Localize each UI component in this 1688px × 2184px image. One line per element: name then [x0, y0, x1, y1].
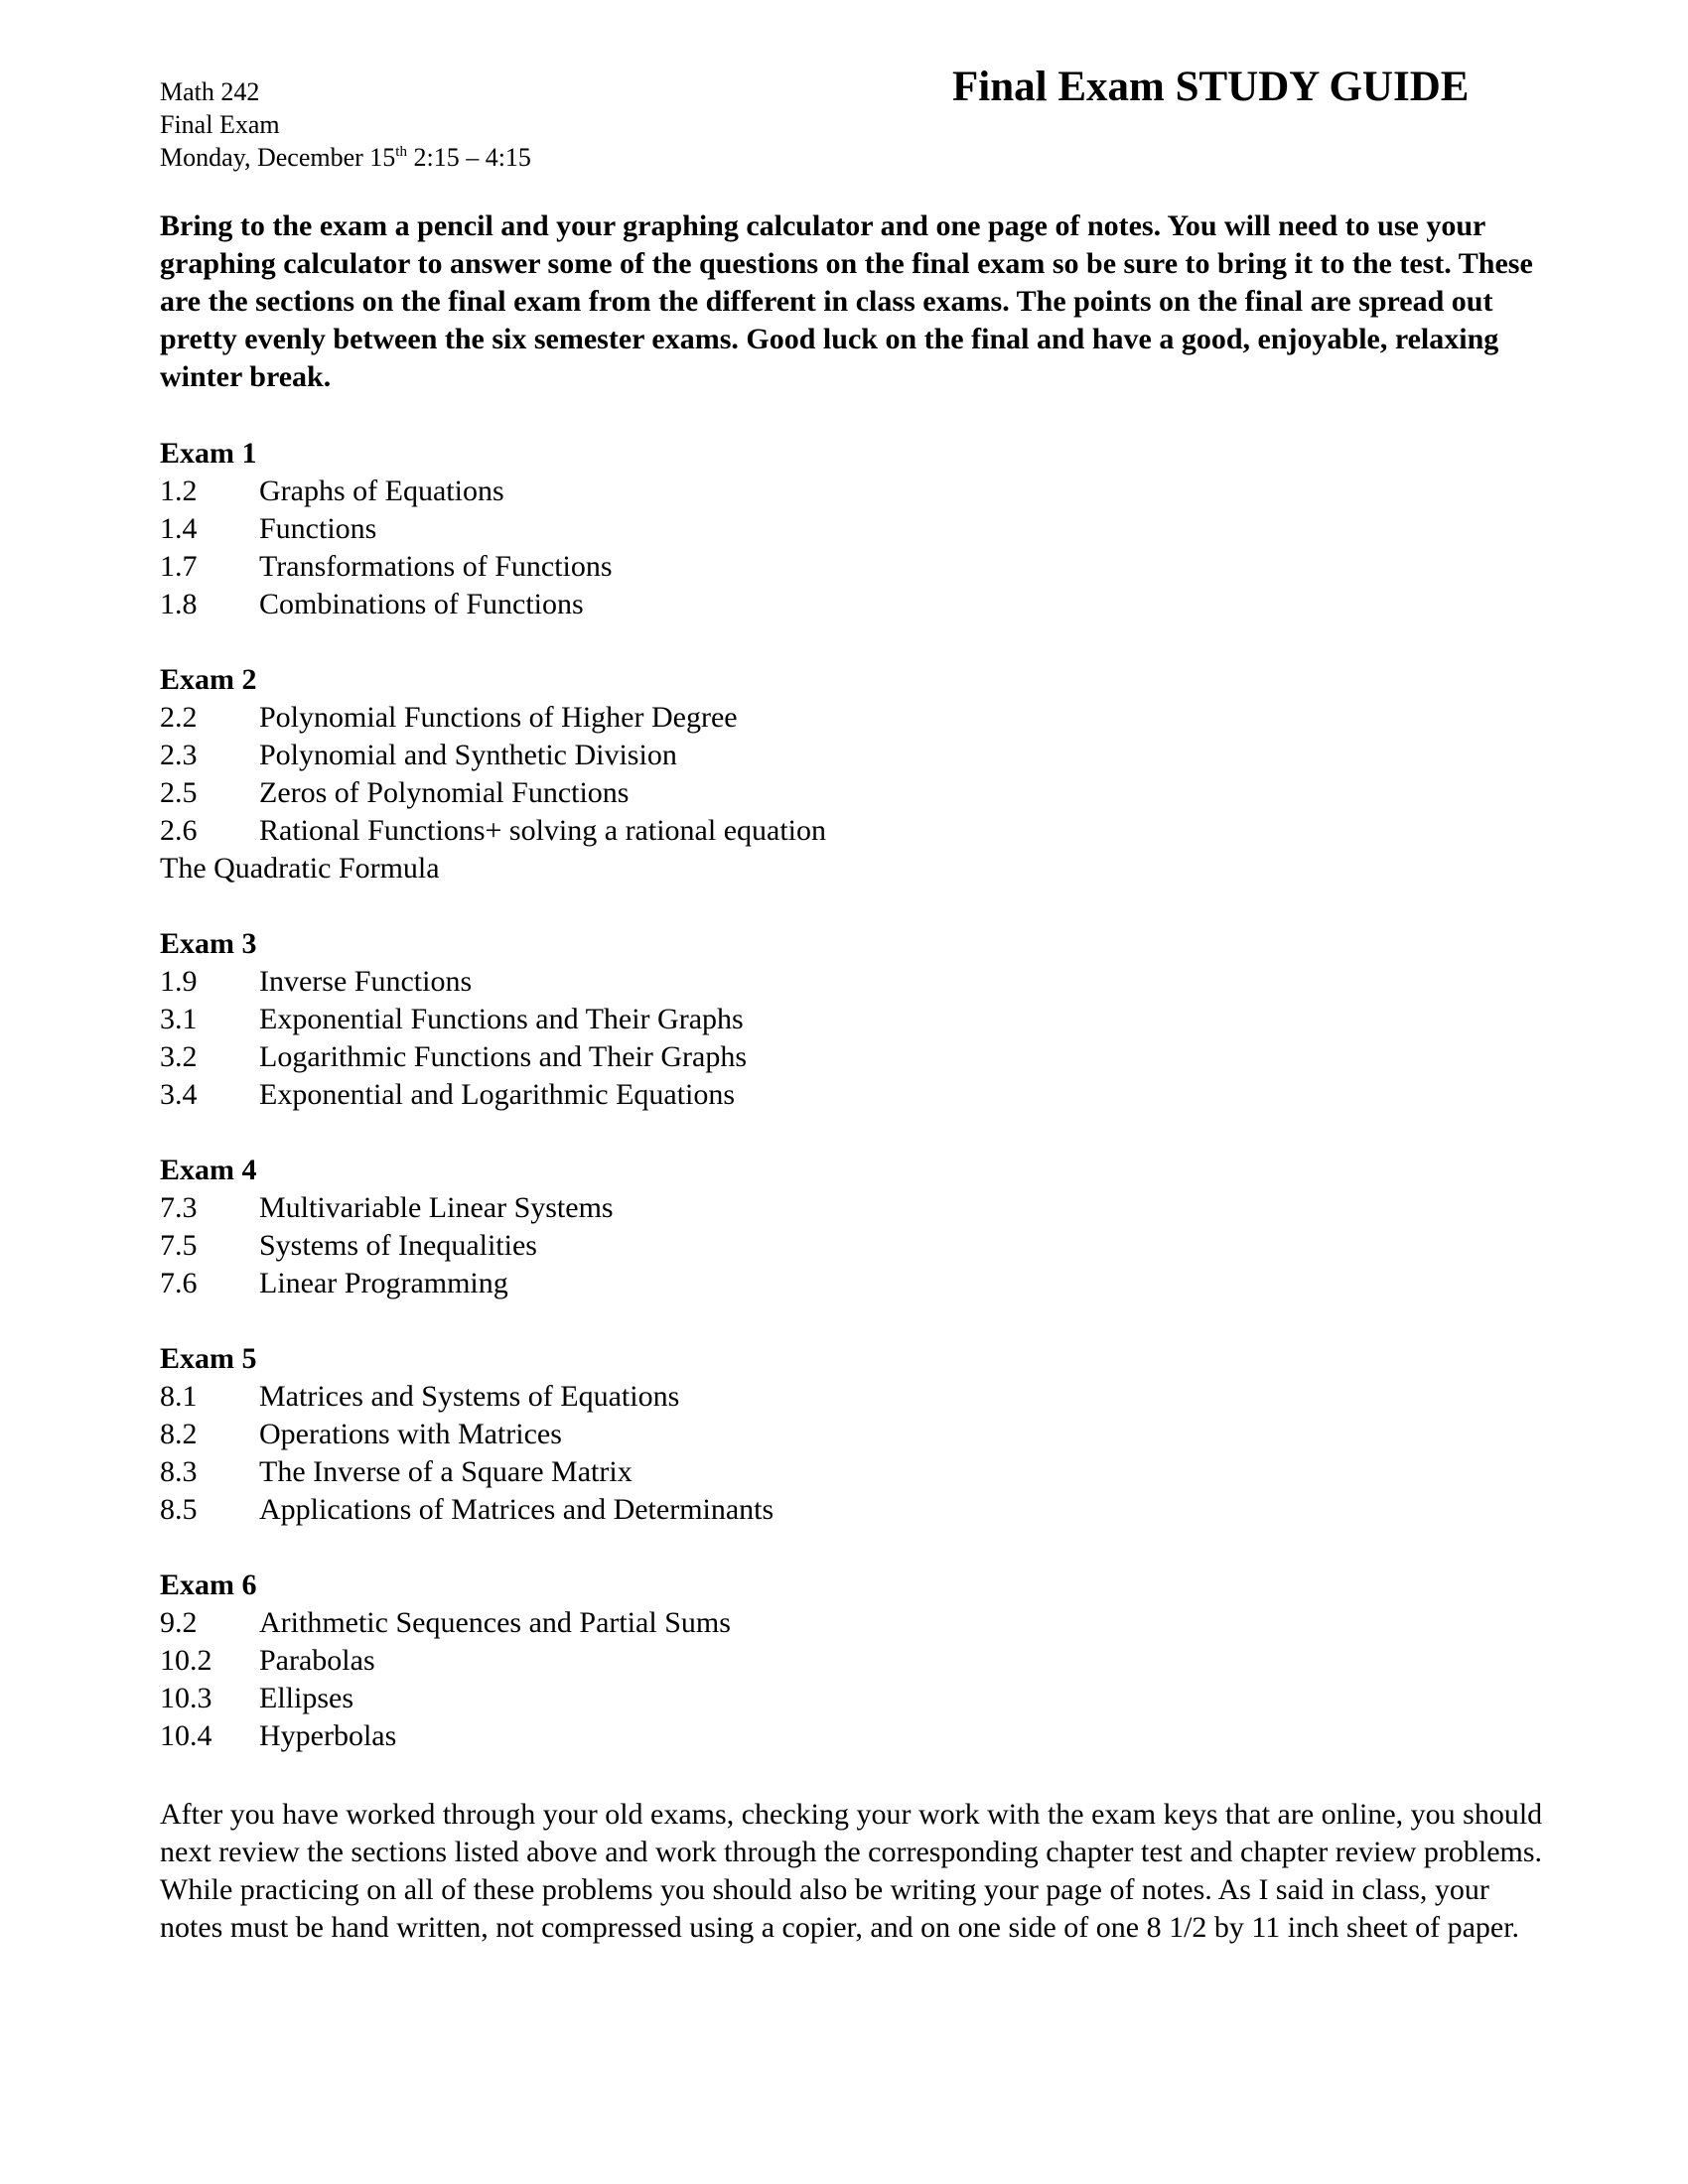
- exam-title: Exam 4: [160, 1154, 257, 1186]
- section-row: [160, 1227, 826, 1265]
- course-name: Math 242: [160, 77, 260, 106]
- section-number: 2.6: [160, 814, 198, 847]
- section-number: 3.1: [160, 1003, 198, 1035]
- course-header: [160, 75, 531, 174]
- exam-date-text: Monday, December 15: [160, 143, 396, 172]
- section-topic: Hyperbolas: [259, 1719, 397, 1752]
- section-number: 9.2: [160, 1606, 198, 1639]
- section-row: [160, 510, 826, 548]
- section-topic: Linear Programming: [259, 1267, 508, 1299]
- closing-paragraph: After you have worked through your old exams, checking your work with the exam keys that are online, you should next review the sections listed above and work through the corresponding chapter test and chapter review problems. While practicing on all of these problems you should also be writing your page of notes. As I said in class, your notes must be hand written, not compressed using a copier, and on one side of one 8 1/2 by 11 inch sheet of paper.: [160, 1798, 1543, 1944]
- exam-date: [160, 141, 531, 174]
- section-number: 7.3: [160, 1191, 198, 1224]
- section-number: 10.2: [160, 1644, 212, 1677]
- section-number: 8.3: [160, 1455, 198, 1488]
- section-number: 7.5: [160, 1229, 198, 1262]
- section-number: 1.2: [160, 475, 198, 507]
- section-topic: Applications of Matrices and Determinants: [259, 1493, 774, 1526]
- exam-list: [160, 435, 826, 1793]
- section-topic: Graphs of Equations: [259, 475, 504, 507]
- section-topic: Matrices and Systems of Equations: [259, 1380, 680, 1413]
- exam-block: [160, 1340, 826, 1529]
- section-topic: Combinations of Functions: [259, 588, 584, 620]
- exam-title: Exam 6: [160, 1569, 257, 1601]
- section-row: [160, 1076, 826, 1114]
- exam-block: [160, 661, 826, 887]
- exam-title: Exam 5: [160, 1342, 257, 1375]
- section-topic: The Inverse of a Square Matrix: [259, 1455, 633, 1488]
- section-number: 10.4: [160, 1719, 212, 1752]
- exam-block: [160, 1567, 826, 1755]
- section-row: [160, 1642, 826, 1680]
- section-row: [160, 699, 826, 737]
- exam-block: [160, 1152, 826, 1302]
- section-row: [160, 1717, 826, 1755]
- exam-date-ordinal: th: [395, 144, 407, 160]
- exam-note: The Quadratic Formula: [160, 852, 440, 885]
- exam-title: Exam 2: [160, 663, 257, 696]
- section-number: 10.3: [160, 1682, 212, 1714]
- section-number: 2.5: [160, 776, 198, 809]
- section-row: [160, 1680, 826, 1717]
- section-topic: Ellipses: [259, 1682, 353, 1714]
- section-number: 1.7: [160, 550, 198, 583]
- instructions-paragraph: Bring to the exam a pencil and your graphing calculator and one page of notes. You will need to use your graphing calculator to answer some of the questions on the final exam so be sure to bring it to the test. These are the sections on the final exam from the different in class exams. The points on the final are spread out pretty evenly between the six semester exams. Good luck on the final and have a good, enjoyable, relaxing winter break.: [160, 209, 1533, 393]
- exam-title: Exam 1: [160, 437, 257, 470]
- section-row: [160, 737, 826, 774]
- section-row: [160, 548, 826, 586]
- section-row: [160, 586, 826, 623]
- section-topic: Multivariable Linear Systems: [259, 1191, 614, 1224]
- section-topic: Exponential Functions and Their Graphs: [259, 1003, 744, 1035]
- section-row: [160, 963, 826, 1001]
- section-topic: Systems of Inequalities: [259, 1229, 537, 1262]
- section-topic: Operations with Matrices: [259, 1418, 562, 1450]
- section-topic: Transformations of Functions: [259, 550, 613, 583]
- section-row: [160, 1378, 826, 1416]
- exam-time: 2:15 – 4:15: [406, 143, 531, 172]
- section-number: 8.1: [160, 1380, 198, 1413]
- section-topic: Arithmetic Sequences and Partial Sums: [259, 1606, 731, 1639]
- page-title: Final Exam STUDY GUIDE: [952, 64, 1470, 110]
- section-row: [160, 1189, 826, 1227]
- section-number: 1.4: [160, 512, 198, 545]
- section-topic: Functions: [259, 512, 377, 545]
- section-row: [160, 812, 826, 850]
- section-topic: Polynomial and Synthetic Division: [259, 739, 677, 771]
- section-number: 3.2: [160, 1040, 198, 1073]
- section-row: [160, 1491, 826, 1529]
- section-topic: Exponential and Logarithmic Equations: [259, 1078, 736, 1111]
- section-row: [160, 1265, 826, 1302]
- section-row: [160, 1001, 826, 1038]
- section-row: [160, 774, 826, 812]
- exam-block: [160, 435, 826, 623]
- section-row: [160, 1416, 826, 1453]
- section-topic: Rational Functions+ solving a rational equation: [259, 814, 826, 847]
- section-topic: Logarithmic Functions and Their Graphs: [259, 1040, 748, 1073]
- section-row: [160, 1604, 826, 1642]
- section-row: [160, 1038, 826, 1076]
- section-topic: Zeros of Polynomial Functions: [259, 776, 630, 809]
- section-number: 7.6: [160, 1267, 198, 1299]
- exam-title: Exam 3: [160, 927, 257, 960]
- section-row: [160, 473, 826, 510]
- section-number: 8.2: [160, 1418, 198, 1450]
- section-number: 2.2: [160, 701, 198, 734]
- section-topic: Parabolas: [259, 1644, 375, 1677]
- section-topic: Polynomial Functions of Higher Degree: [259, 701, 738, 734]
- section-number: 8.5: [160, 1493, 198, 1526]
- section-row: [160, 1453, 826, 1491]
- section-number: 1.8: [160, 588, 198, 620]
- section-number: 2.3: [160, 739, 198, 771]
- section-topic: Inverse Functions: [259, 965, 473, 998]
- section-number: 3.4: [160, 1078, 198, 1111]
- exam-block: [160, 925, 826, 1114]
- exam-name: Final Exam: [160, 110, 280, 139]
- section-number: 1.9: [160, 965, 198, 998]
